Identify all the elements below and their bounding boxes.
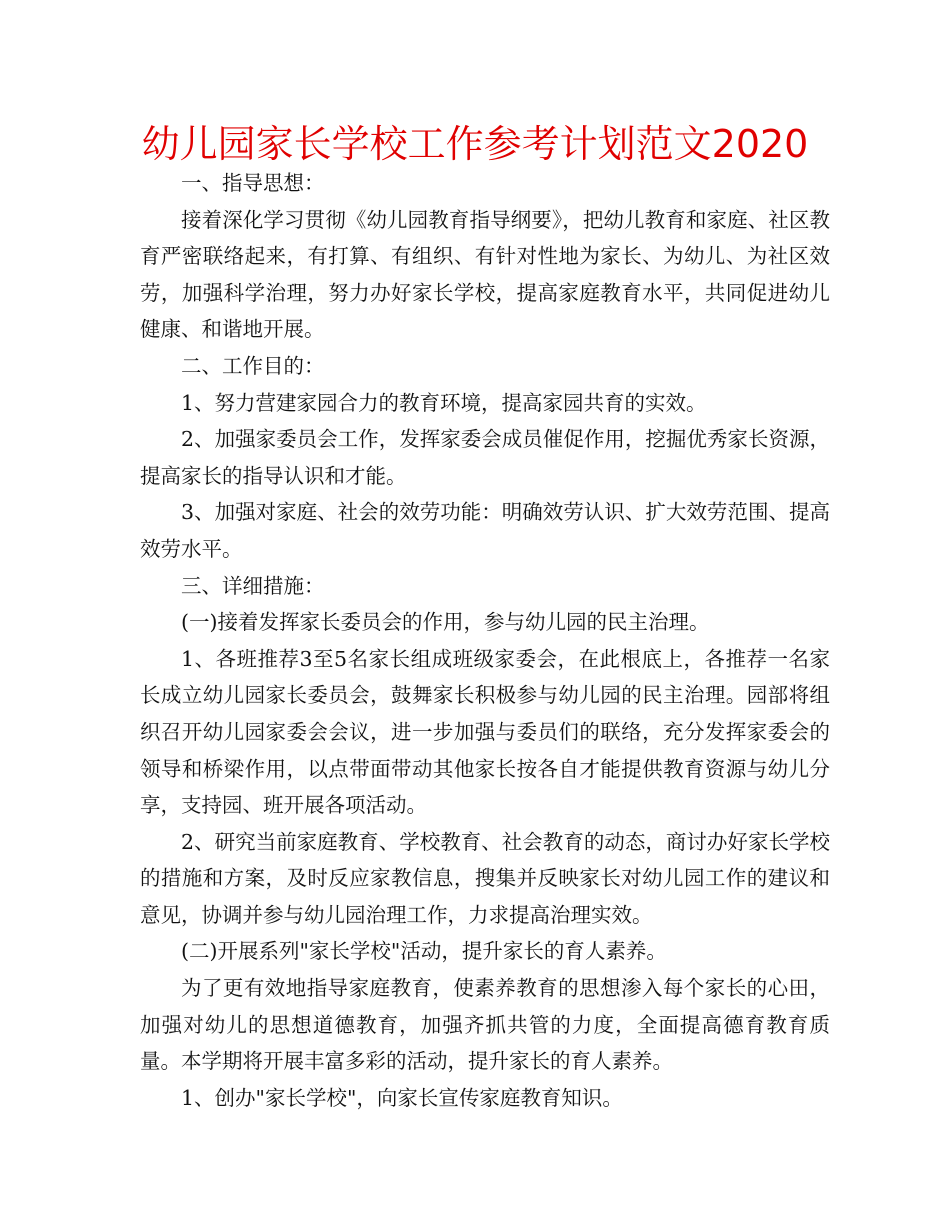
section-heading-work-goals: 二、工作目的： bbox=[181, 353, 325, 378]
section-heading-guiding-thought: 一、指导思想： bbox=[181, 171, 325, 195]
subsection-heading-2: (二)开展系列"家长学校"活动，提升家长的育人素养。 bbox=[181, 939, 667, 964]
activity-item-1: 1、创办"家长学校"，向家长宣传家庭教育知识。 bbox=[181, 1085, 623, 1110]
paragraph-parent-school: 为了更有效地指导家庭教育，使素养教育的思想渗入每个家长的心田，加强对幼儿的思想道德教育，加强齐抓共管的力度，全面提高德育教育质量。本学期将开展丰富多彩的活动，提升家长的育人素养。 bbox=[140, 976, 830, 1074]
paragraph-guiding-thought: 接着深化学习贯彻《幼儿园教育指导纲要》，把幼儿教育和家庭、社区教育严密联络起来，有打算、有组织、有针对性地为家长、为幼儿、为社区效劳，加强科学治理，努力办好家长学校，提高家庭教育水平，共同促进幼儿健康、和谐地开展。 bbox=[140, 207, 830, 342]
document-body bbox=[140, 165, 830, 1116]
goal-item-1: 1、努力营建家园合力的教育环境，提高家园共育的实效。 bbox=[181, 390, 707, 415]
measure-item-1: 1、各班推荐3至5名家长组成班级家委会，在此根底上，各推荐一名家长成立幼儿园家长委员会，鼓舞家长积极参与幼儿园的民主治理。园部将组织召开幼儿园家委会会议，进一步加强与委员们的联络，充分发挥家委会的领导和桥梁作用，以点带面带动其他家长按各自才能提供教育资源与幼儿分享，支持园、班开展各项活动。 bbox=[140, 646, 830, 818]
section-heading-measures: 三、详细措施： bbox=[181, 573, 325, 598]
subsection-heading-1: (一)接着发挥家长委员会的作用，参与幼儿园的民主治理。 bbox=[181, 610, 710, 635]
measure-item-2: 2、研究当前家庭教育、学校教育、社会教育的动态，商讨办好家长学校的措施和方案，及时反应家教信息，搜集并反映家长对幼儿园工作的建议和意见，协调并参与幼儿园治理工作，力求提高治理实效。 bbox=[140, 829, 830, 927]
goal-item-3: 3、加强对家庭、社会的效劳功能：明确效劳认识、扩大效劳范围、提高效劳水平。 bbox=[140, 500, 830, 561]
goal-item-2: 2、加强家委员会工作，发挥家委会成员催促作用，挖掘优秀家长资源，提高家长的指导认识和才能。 bbox=[140, 427, 830, 488]
document-title: 幼儿园家长学校工作参考计划范文2020 bbox=[141, 122, 809, 166]
